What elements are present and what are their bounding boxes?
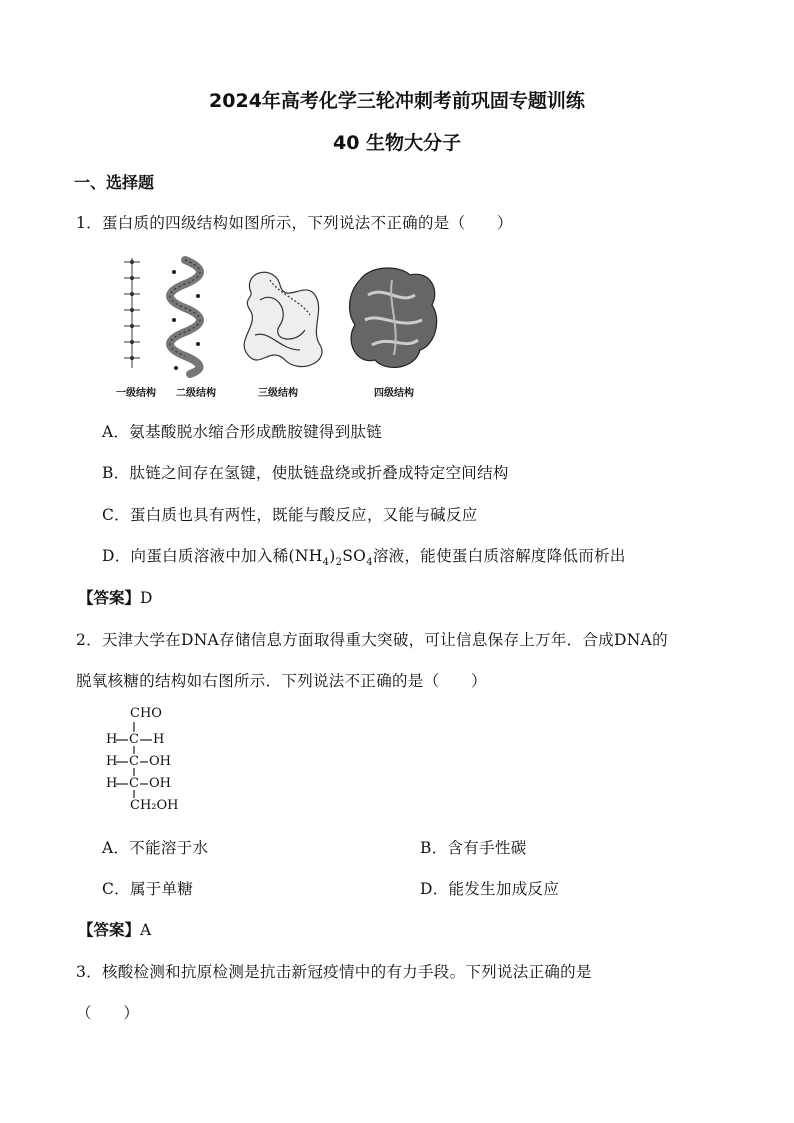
question-2-option-b: B．含有手性碳 bbox=[420, 839, 527, 857]
structure-row3-left: H bbox=[106, 776, 118, 791]
caption-secondary: 二级结构 bbox=[176, 388, 216, 399]
answer-label: 【答案】 bbox=[78, 921, 141, 939]
question-2-option-a: A．不能溶于水 bbox=[102, 839, 209, 857]
question-3-stem-line1: 3．核酸检测和抗原检测是抗击新冠疫情中的有力手段。下列说法正确的是 bbox=[76, 963, 592, 981]
deoxyribose-structure bbox=[104, 704, 204, 814]
structure-row2-right: OH bbox=[149, 754, 171, 769]
protein-structure-figure bbox=[110, 250, 440, 400]
question-2-option-c: C．属于单糖 bbox=[102, 880, 194, 898]
page-title: 2024年高考化学三轮冲刺考前巩固专题训练 bbox=[209, 90, 585, 112]
page-subtitle: 40 生物大分子 bbox=[332, 132, 462, 154]
question-1-option-a: A．氨基酸脱水缩合形成酰胺键得到肽链 bbox=[102, 423, 383, 441]
question-2-stem-line2: 脱氧核糖的结构如右图所示．下列说法不正确的是（ ） bbox=[76, 672, 487, 690]
secondary-structure-drawing bbox=[170, 260, 200, 374]
structure-row2-carbon: C bbox=[129, 754, 139, 769]
option-d-sub1: 4 bbox=[322, 557, 330, 569]
answer-label: 【答案】 bbox=[78, 589, 141, 607]
structure-row3-carbon: C bbox=[129, 776, 139, 791]
section-heading: 一、选择题 bbox=[74, 173, 155, 192]
structure-row3-right: OH bbox=[149, 776, 171, 791]
question-1-option-b: B．肽链之间存在氢键，使肽链盘绕或折叠成特定空间结构 bbox=[102, 464, 509, 482]
question-2-option-d: D．能发生加成反应 bbox=[420, 880, 560, 898]
answer-value: D bbox=[140, 589, 153, 607]
tertiary-structure-drawing bbox=[244, 272, 322, 366]
question-1-answer bbox=[78, 586, 152, 608]
option-d-sub3: 4 bbox=[366, 557, 373, 569]
question-2-answer bbox=[78, 918, 151, 940]
primary-structure-drawing bbox=[124, 258, 140, 368]
question-1-option-c: C．蛋白质也具有两性，既能与酸反应，又能与碱反应 bbox=[102, 506, 478, 524]
quaternary-structure-drawing bbox=[350, 268, 437, 367]
caption-primary: 一级结构 bbox=[116, 388, 156, 399]
option-d-text-post: 溶液，能使蛋白质溶解度降低而析出 bbox=[372, 547, 626, 565]
question-2-stem-line1: 2．天津大学在DNA存储信息方面取得重大突破，可让信息保存上万年．合成DNA的 bbox=[76, 631, 668, 649]
structure-row1-carbon: C bbox=[129, 732, 139, 747]
option-d-text-so: SO bbox=[342, 547, 367, 565]
answer-value: A bbox=[140, 921, 152, 939]
structure-row1-left: H bbox=[106, 732, 118, 747]
structure-row1-right: H bbox=[153, 732, 165, 747]
question-1-stem: 1．蛋白质的四级结构如图所示，下列说法不正确的是（ ） bbox=[76, 214, 513, 232]
option-d-sub2: 2 bbox=[335, 557, 343, 569]
protein-structure-drawing bbox=[110, 250, 440, 400]
caption-tertiary: 三级结构 bbox=[258, 388, 298, 399]
caption-quaternary: 四级结构 bbox=[374, 388, 414, 399]
question-1-option-d bbox=[102, 544, 626, 568]
structure-top-cho: CHO bbox=[130, 706, 162, 721]
question-3-stem-line2: （ ） bbox=[76, 1004, 140, 1022]
structure-bottom-ch2oh: CH₂OH bbox=[130, 798, 179, 813]
option-d-text-mid: ) bbox=[329, 547, 336, 565]
option-d-text-pre: D．向蛋白质溶液中加入稀(NH bbox=[102, 547, 323, 565]
structure-row2-left: H bbox=[106, 754, 118, 769]
